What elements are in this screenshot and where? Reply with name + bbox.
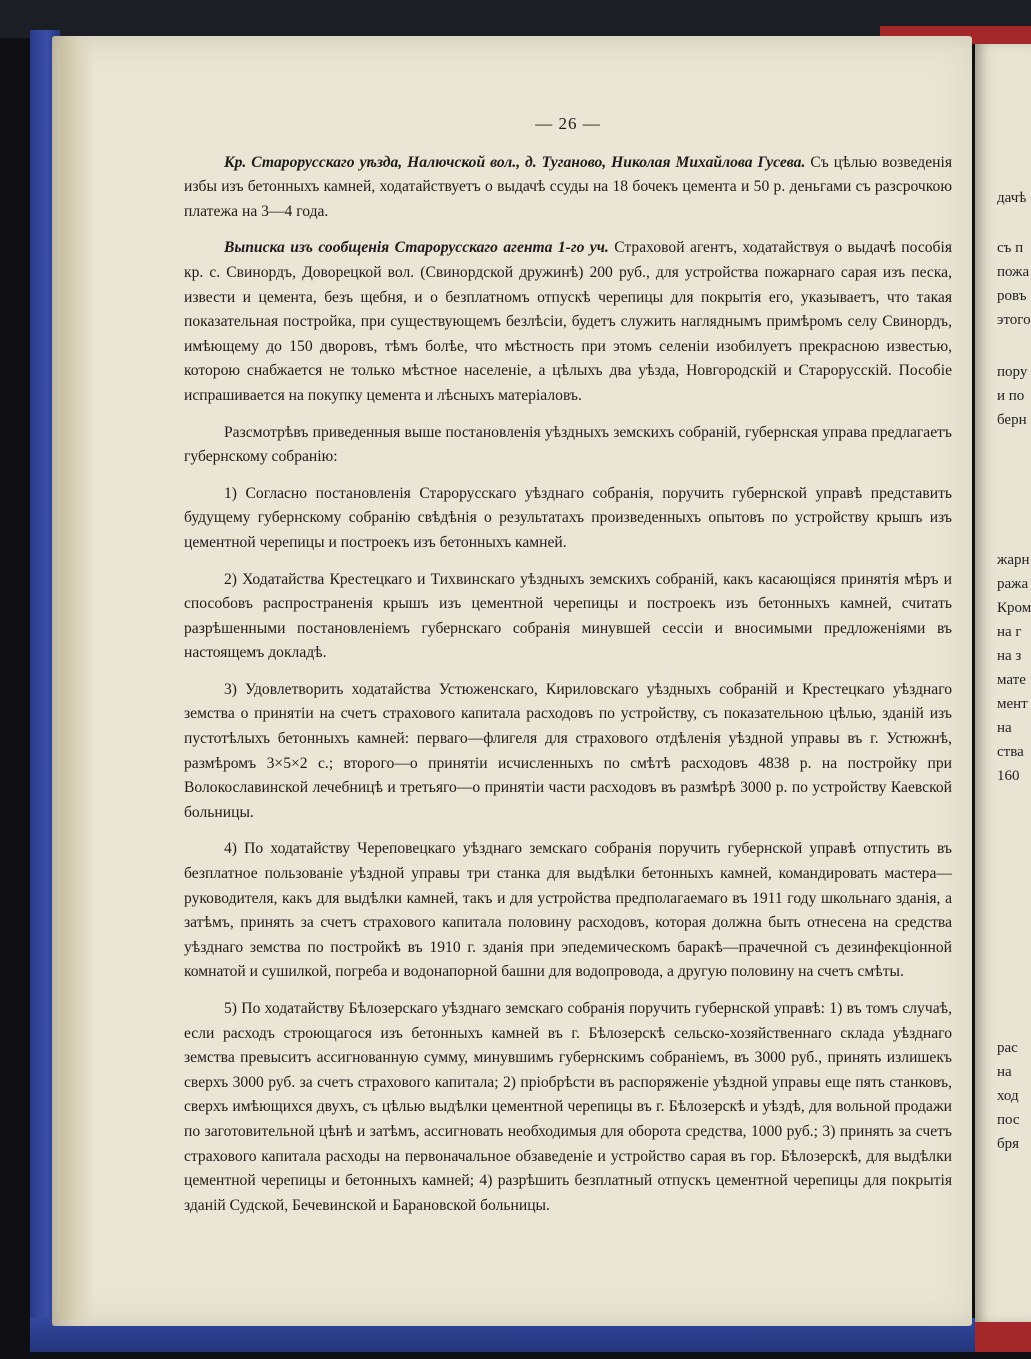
next-page-fragment: ража (997, 576, 1029, 592)
binding-top-edge (0, 0, 1031, 38)
paragraph-item-2 (184, 568, 952, 666)
next-page-edge (975, 44, 1031, 1322)
next-page-fragment: Кром (997, 600, 1031, 616)
paragraph-text: 4) По ходатайству Череповецкаго уѣзднаго земскаго собранія поручить губернской управѣ отпустить въ безплатное пользованіе уѣздной управы три станка для выдѣлки бетонныхъ камней, командировать мастера—руководителя, какъ для выдѣлки камней, такъ и для устройства предполагаемаго въ 1911 году школьнаго зданія, а затѣмъ, принять за счетъ страхового капитала половину расходовъ, которая должна быть отнесена на средства уѣзднаго земства по постройкѣ въ 1910 г. зданія при эпедемическомъ баракѣ—прачечной съ дезинфекціонной комнатой и сушилкой, погреба и водонапорной башни для водопровода, а другую половину на счетъ смѣты. (184, 840, 952, 981)
next-page-fragment: дачѣ (997, 190, 1027, 206)
next-page-fragment: бря (997, 1136, 1020, 1152)
next-page-fragment: 160 (997, 768, 1020, 784)
paragraph-lead: Выписка изъ сообщенія Старорусскаго агента 1-го уч. (224, 239, 609, 257)
paragraph-text: 1) Согласно постановленія Старорусскаго уѣзднаго собранія, поручить губернской управѣ представить будущему губернскому собранію свѣдѣнія о результатахъ произведенныхъ опытовъ по устройству крышъ изъ цементной черепицы и построекъ изъ бетонныхъ камней. (184, 484, 952, 551)
next-page-fragment: пожа (997, 264, 1030, 280)
next-page-fragment: на з (997, 648, 1022, 664)
paragraph-text: Разсмотрѣвъ приведенныя выше постановленія уѣздныхъ земскихъ собраній, губернская управа предлагаетъ губернскому собранію: (184, 423, 952, 466)
next-page-fragment: ровъ (997, 288, 1027, 304)
paragraph-text: Страховой агентъ, ходатайствуя о выдачѣ пособія кр. с. Свинордъ, Доворецкой вол. (Свинордской дружинѣ) 200 руб., для устройства пожарнаго сарая изъ песка, извести и цемента, безъ щебня, и о безплатномъ отпускѣ черепицы для покрытія его, указываетъ, что такая показательная постройка, при существующемъ безлѣсіи, будетъ служить нагляднымъ примѣромъ селу Свинордъ, имѣющему до 150 дворовъ, тѣмъ болѣе, что мѣстность при этомъ селеніи изобилуетъ прекрасною известью, которою снабжается не только мѣстное населеніе, а цѣлыхъ два уѣзда, Новгородскій и Старорусскій. Пособіе испрашивается на покупку цемента и лѣсныхъ матеріаловъ. (184, 239, 952, 404)
next-page-fragment: на г (997, 624, 1022, 640)
red-cloth-bottom (975, 1322, 1031, 1352)
paragraph-item-3 (184, 678, 952, 826)
page-text-block (184, 112, 952, 1230)
paragraph-item-4 (184, 837, 952, 985)
next-page-fragment: мате (997, 672, 1026, 688)
next-page-fragment: пору (997, 364, 1028, 380)
next-page-fragment: на (997, 720, 1012, 736)
next-page-fragment: и по (997, 388, 1025, 404)
next-page-fragment: ход (997, 1088, 1019, 1104)
next-page-fragment: жарн (997, 552, 1030, 568)
paragraph-text: 2) Ходатайства Крестецкаго и Тихвинскаго уѣздныхъ земскихъ собраній, какъ касающіяся принятія мѣръ и способовъ распространенія крышъ изъ цементной черепицы и построекъ изъ бетонныхъ камней, считать разрѣшенными постановленіемъ губернскаго собранія минувшей сессіи и вносимыми предложеніями въ настоящемъ докладѣ. (184, 570, 952, 662)
paragraph-item-5 (184, 997, 952, 1218)
next-page-fragment: берн (997, 412, 1027, 428)
next-page-fragment: мент (997, 696, 1028, 712)
next-page-fragment: этого (997, 312, 1031, 328)
next-page-fragment: ства (997, 744, 1024, 760)
next-page-fragment: на (997, 1064, 1012, 1080)
next-page-fragment: съ п (997, 240, 1024, 256)
paragraph-text: 3) Удовлетворить ходатайства Устюженскаго, Кириловскаго уѣздныхъ собраній и Крестецкаго уѣзднаго земства о принятіи на счетъ страхового капитала расходовъ по устройству, съ показательною цѣлью, зданій изъ пустотѣлыхъ бетонныхъ камней: перваго—флигеля для страхового отдѣленія уѣздной управы въ г. Устюжнѣ, размѣромъ 3×5×2 с.; второго—о принятіи исчисленныхъ по смѣтѣ расходовъ 4838 р. на постройку при Волокославинской лечебницѣ и третьяго—о принятіи части расходовъ въ размѣрѣ 3000 р. по устройству Каевской больницы. (184, 680, 952, 821)
page-number: — 26 — (535, 114, 601, 133)
paragraph-agent-extract (184, 236, 952, 408)
next-page-fragment: рас (997, 1040, 1018, 1056)
paragraph-lead: Кр. Старорусскаго уѣзда, Налючской вол., д. Туганово, Николая Михайлова Гусева. (224, 153, 806, 171)
paragraph-board-proposal (184, 421, 952, 470)
paragraph-text: 5) По ходатайству Бѣлозерскаго уѣзднаго земскаго собранія поручить губернской управѣ: 1) въ томъ случаѣ, если расходъ строющагося изъ бетонныхъ камней въ г. Бѣлозерскѣ сельско-хозяйственнаго склада уѣзднаго земства превыситъ ассигнованную сумму, минувшимъ губернскимъ собраніемъ, въ 3000 руб., принять излишекъ сверхъ 3000 руб. за счетъ страхового капитала; 2) пріобрѣсти въ распоряженіе уѣздной управы еще пять станковъ, сверхъ имѣющихся двухъ, съ цѣлью выдѣлки цементной черепицы въ г. Бѣлозерскѣ и уѣздѣ, для вольной продажи по заготовительной цѣнѣ и затѣмъ, ассигновать необходимыя для оборота средства, 1000 руб.; 3) принять за счетъ страхового капитала расходы на первоначальное обзаведеніе и устройство сарая въ гор. Бѣлозерскѣ, для выдѣлки цементной черепицы и бетонныхъ камней; 4) разрѣшить безплатный отпускъ цементной черепицы для покрытія зданій Судской, Бечевинской и Барановской больницы. (184, 1000, 952, 1214)
page-gutter-shadow (60, 40, 94, 1320)
next-page-fragment: пос (997, 1112, 1020, 1128)
paragraph-item-1 (184, 482, 952, 556)
paragraph-text: Съ цѣлью возведенія избы изъ бетонныхъ камней, ходатайствуетъ о выдачѣ ссуды на 18 бочекъ цемента и 50 р. деньгами съ разсрочкою платежа на 3—4 года. (184, 153, 952, 220)
paragraph-petition-gusev (184, 151, 952, 225)
